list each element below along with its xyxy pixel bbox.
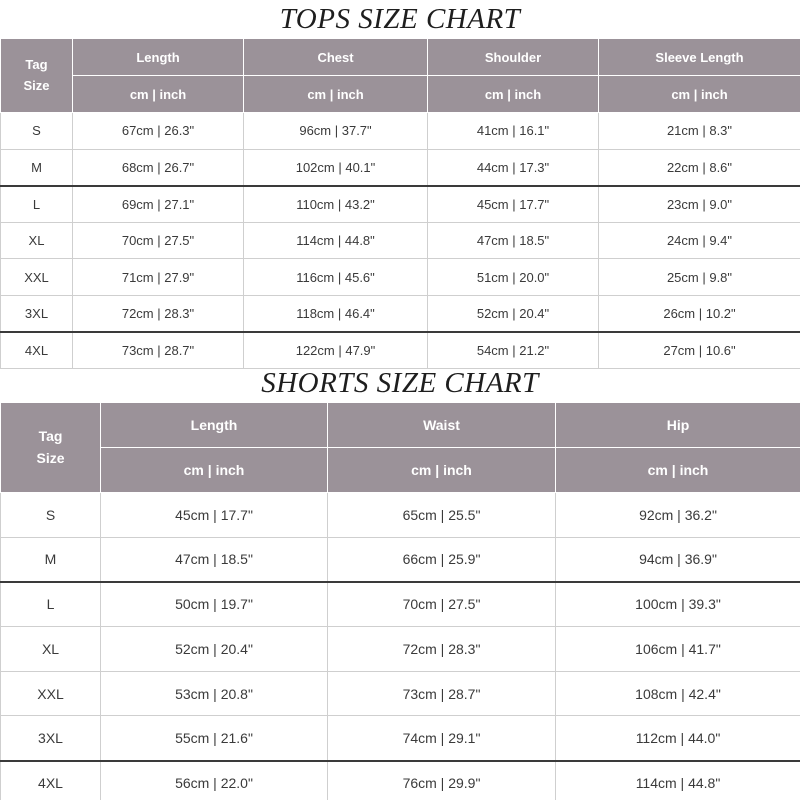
table-row xyxy=(1,761,800,800)
size-cell: L xyxy=(1,582,101,627)
measure-cell: 56cm | 22.0" xyxy=(101,761,328,800)
column-header-shoulder: Shoulder xyxy=(428,39,599,76)
measure-cell: 67cm | 26.3" xyxy=(73,113,244,150)
table-row xyxy=(1,627,800,672)
column-header-hip: Hip xyxy=(556,403,800,448)
measure-cell: 24cm | 9.4" xyxy=(599,222,800,259)
table-row xyxy=(1,113,800,150)
unit-header: cm | inch xyxy=(73,76,244,113)
measure-cell: 112cm | 44.0" xyxy=(556,716,800,761)
unit-header: cm | inch xyxy=(244,76,428,113)
measure-cell: 102cm | 40.1" xyxy=(244,149,428,186)
measure-cell: 69cm | 27.1" xyxy=(73,186,244,223)
size-cell: S xyxy=(1,493,101,538)
size-cell: XL xyxy=(1,627,101,672)
tops-size-table xyxy=(0,38,800,369)
measure-cell: 92cm | 36.2" xyxy=(556,493,800,538)
table-row xyxy=(1,186,800,223)
measure-cell: 41cm | 16.1" xyxy=(428,113,599,150)
measure-cell: 45cm | 17.7" xyxy=(428,186,599,223)
tag-header-line2: Size xyxy=(23,77,50,93)
table-row xyxy=(1,222,800,259)
shorts-size-table xyxy=(0,402,800,800)
table-row xyxy=(1,716,800,761)
column-header-length: Length xyxy=(73,39,244,76)
measure-cell: 122cm | 47.9" xyxy=(244,332,428,369)
size-cell: M xyxy=(1,149,73,186)
measure-cell: 55cm | 21.6" xyxy=(101,716,328,761)
measure-cell: 27cm | 10.6" xyxy=(599,332,800,369)
column-header-sleeve-length: Sleeve Length xyxy=(599,39,800,76)
measure-cell: 53cm | 20.8" xyxy=(101,671,328,716)
tag-size-header xyxy=(1,403,101,493)
unit-header: cm | inch xyxy=(556,448,800,493)
measure-cell: 72cm | 28.3" xyxy=(328,627,556,672)
measure-cell: 73cm | 28.7" xyxy=(73,332,244,369)
measure-cell: 52cm | 20.4" xyxy=(101,627,328,672)
tag-header-line1: Tag xyxy=(25,57,48,73)
measure-cell: 47cm | 18.5" xyxy=(428,222,599,259)
size-cell: M xyxy=(1,537,101,582)
measure-cell: 70cm | 27.5" xyxy=(73,222,244,259)
measure-cell: 52cm | 20.4" xyxy=(428,295,599,332)
size-cell: 4XL xyxy=(1,332,73,369)
size-cell: 4XL xyxy=(1,761,101,800)
size-cell: 3XL xyxy=(1,716,101,761)
measure-cell: 21cm | 8.3" xyxy=(599,113,800,150)
measure-cell: 108cm | 42.4" xyxy=(556,671,800,716)
measure-cell: 50cm | 19.7" xyxy=(101,582,328,627)
table-row xyxy=(1,493,800,538)
unit-header: cm | inch xyxy=(599,76,800,113)
size-cell: S xyxy=(1,113,73,150)
table-row xyxy=(1,671,800,716)
measure-cell: 118cm | 46.4" xyxy=(244,295,428,332)
measure-cell: 94cm | 36.9" xyxy=(556,537,800,582)
measure-cell: 44cm | 17.3" xyxy=(428,149,599,186)
column-header-length: Length xyxy=(101,403,328,448)
measure-cell: 100cm | 39.3" xyxy=(556,582,800,627)
measure-cell: 26cm | 10.2" xyxy=(599,295,800,332)
unit-header: cm | inch xyxy=(428,76,599,113)
measure-cell: 114cm | 44.8" xyxy=(556,761,800,800)
unit-header: cm | inch xyxy=(101,448,328,493)
table-row xyxy=(1,332,800,369)
column-header-waist: Waist xyxy=(328,403,556,448)
measure-cell: 47cm | 18.5" xyxy=(101,537,328,582)
measure-cell: 22cm | 8.6" xyxy=(599,149,800,186)
measure-cell: 106cm | 41.7" xyxy=(556,627,800,672)
measure-cell: 66cm | 25.9" xyxy=(328,537,556,582)
table-row xyxy=(1,259,800,296)
measure-cell: 68cm | 26.7" xyxy=(73,149,244,186)
measure-cell: 54cm | 21.2" xyxy=(428,332,599,369)
unit-header: cm | inch xyxy=(328,448,556,493)
tag-header-line2: Size xyxy=(36,449,65,466)
measure-cell: 25cm | 9.8" xyxy=(599,259,800,296)
measure-cell: 72cm | 28.3" xyxy=(73,295,244,332)
measure-cell: 110cm | 43.2" xyxy=(244,186,428,223)
size-cell: XL xyxy=(1,222,73,259)
measure-cell: 51cm | 20.0" xyxy=(428,259,599,296)
measure-cell: 116cm | 45.6" xyxy=(244,259,428,296)
measure-cell: 76cm | 29.9" xyxy=(328,761,556,800)
measure-cell: 45cm | 17.7" xyxy=(101,493,328,538)
measure-cell: 96cm | 37.7" xyxy=(244,113,428,150)
measure-cell: 23cm | 9.0" xyxy=(599,186,800,223)
measure-cell: 114cm | 44.8" xyxy=(244,222,428,259)
measure-cell: 65cm | 25.5" xyxy=(328,493,556,538)
size-cell: XXL xyxy=(1,671,101,716)
table-row xyxy=(1,149,800,186)
table-row xyxy=(1,582,800,627)
size-cell: XXL xyxy=(1,259,73,296)
measure-cell: 71cm | 27.9" xyxy=(73,259,244,296)
column-header-chest: Chest xyxy=(244,39,428,76)
tag-header-line1: Tag xyxy=(38,427,63,444)
shorts-chart-title: SHORTS SIZE CHART xyxy=(261,367,539,399)
measure-cell: 74cm | 29.1" xyxy=(328,716,556,761)
tops-chart-title: TOPS SIZE CHART xyxy=(279,3,521,35)
table-row xyxy=(1,295,800,332)
table-row xyxy=(1,537,800,582)
size-cell: L xyxy=(1,186,73,223)
measure-cell: 73cm | 28.7" xyxy=(328,671,556,716)
measure-cell: 70cm | 27.5" xyxy=(328,582,556,627)
tag-size-header xyxy=(1,39,73,113)
size-cell: 3XL xyxy=(1,295,73,332)
